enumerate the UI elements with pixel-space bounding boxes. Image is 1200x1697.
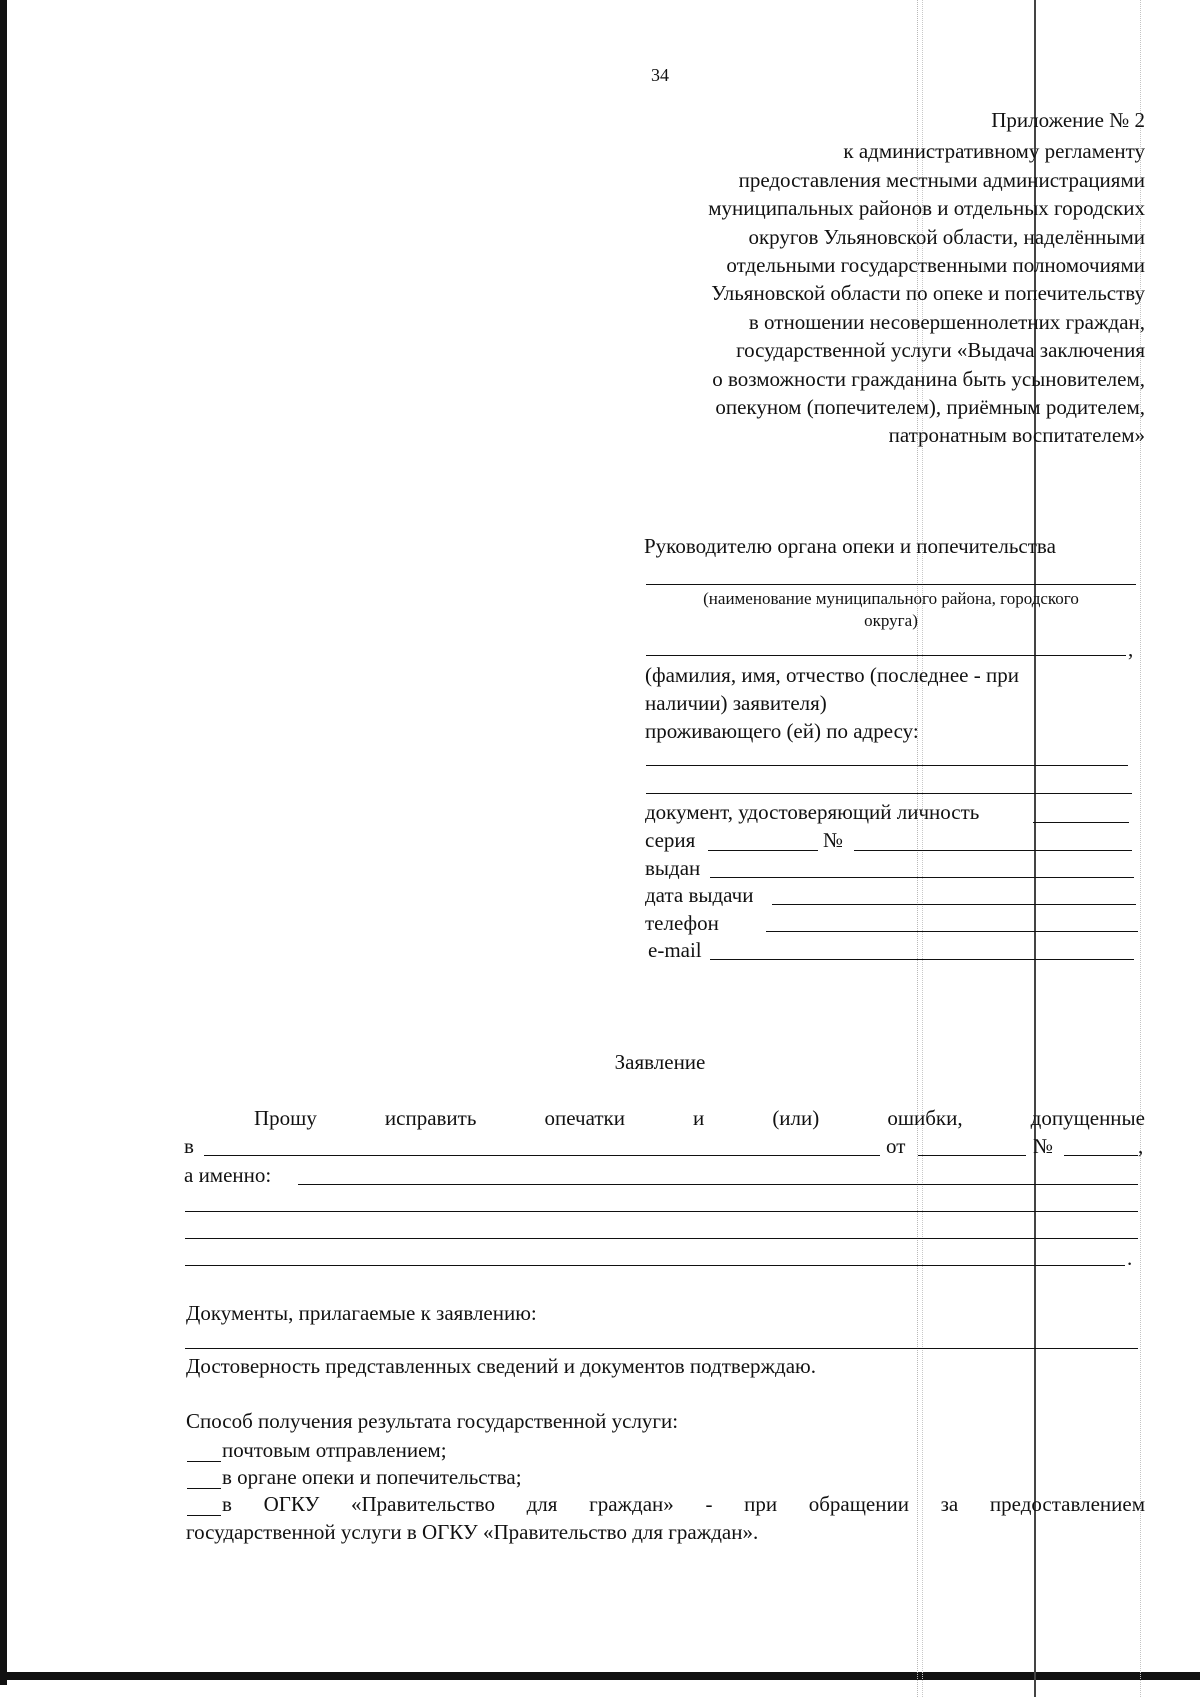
email-field[interactable] <box>710 959 1134 960</box>
receipt-option-ogku-cont: государственной услуги в ОГКУ «Правительство для граждан». <box>186 1520 759 1544</box>
statement-word: Прошу <box>254 1106 317 1130</box>
receipt-option-post: почтовым отправлением; <box>222 1438 447 1462</box>
confirmation-text: Достоверность представленных сведений и документов подтверждаю. <box>186 1354 816 1378</box>
id-number-field[interactable] <box>854 850 1132 851</box>
id-document-label: документ, удостоверяющий личность <box>645 800 980 824</box>
phone-field[interactable] <box>766 931 1138 932</box>
errors-field[interactable] <box>185 1238 1138 1239</box>
appendix-title: Приложение № 2 <box>991 108 1145 132</box>
namely-label: а именно: <box>184 1163 272 1187</box>
applicant-name-hint-line: наличии) заявителя) <box>645 691 827 715</box>
appendix-line: отдельными государственными полномочиями <box>726 253 1145 278</box>
appendix-line: округов Ульяновской области, наделёнными <box>748 224 1145 249</box>
org-name-line[interactable] <box>646 584 1136 585</box>
appendix-line: Ульяновской области по опеке и попечительству <box>711 281 1145 306</box>
comma: , <box>1128 637 1134 661</box>
statement-word: опечатки <box>544 1106 625 1130</box>
appendix-block <box>560 106 1145 450</box>
email-label: e-mail <box>648 938 702 962</box>
statement-word: допущенные <box>1030 1106 1145 1130</box>
errors-field[interactable] <box>185 1265 1125 1266</box>
appendix-line: опекуном (попечителем), приёмным родителем, <box>715 395 1145 420</box>
page-number: 34 <box>651 65 669 85</box>
in-label: в <box>184 1134 194 1158</box>
document-number-field[interactable] <box>1064 1155 1138 1156</box>
option-word: для <box>526 1492 558 1516</box>
org-name-hint-line: (наименование муниципального района, городского <box>703 589 1079 608</box>
option-word: при <box>744 1492 778 1516</box>
statement-word: и <box>693 1106 705 1130</box>
issue-date-field[interactable] <box>772 904 1136 905</box>
receipt-option-ogku <box>222 1491 1145 1517</box>
statement-first-line <box>254 1105 1145 1131</box>
statement-word: (или) <box>772 1106 820 1130</box>
appendix-line: в отношении несовершеннолетних граждан, <box>748 309 1145 334</box>
option-word: за <box>940 1492 959 1516</box>
address-line[interactable] <box>646 765 1128 766</box>
applicant-name-hint-line: (фамилия, имя, отчество (последнее - при <box>645 663 1019 687</box>
issued-by-field[interactable] <box>710 877 1134 878</box>
addressee-to: Руководителю органа опеки и попечительства <box>644 534 1056 558</box>
option-word: «Правительство <box>351 1492 495 1516</box>
phone-label: телефон <box>645 911 719 935</box>
document-name-field[interactable] <box>204 1155 880 1156</box>
appendix-line: муниципальных районов и отдельных городских <box>708 196 1145 221</box>
id-document-line[interactable] <box>1033 822 1129 823</box>
statement-title: Заявление <box>614 1050 706 1074</box>
series-label: серия <box>645 828 696 852</box>
receipt-method-label: Способ получения результата государственной услуги: <box>186 1409 679 1433</box>
receipt-option-checkbox[interactable] <box>187 1461 221 1462</box>
applicant-name-line[interactable] <box>646 655 1126 656</box>
series-field[interactable] <box>708 850 818 851</box>
appendix-line: предоставления местными администрациями <box>738 167 1145 192</box>
attached-documents-field[interactable] <box>185 1348 1138 1349</box>
appendix-line: к административному регламенту <box>843 139 1145 164</box>
scan-frame-left <box>0 0 7 1685</box>
option-word: в <box>222 1492 232 1516</box>
option-word: граждан» <box>589 1492 674 1516</box>
document-date-field[interactable] <box>918 1155 1026 1156</box>
org-name-hint <box>646 588 1136 632</box>
option-word: - <box>705 1492 713 1516</box>
receipt-option-checkbox[interactable] <box>187 1488 221 1489</box>
org-name-hint-line: округа) <box>864 611 918 631</box>
option-word: обращении <box>808 1492 909 1516</box>
issued-by-label: выдан <box>645 856 701 880</box>
comma: , <box>1138 1134 1144 1158</box>
address-label: проживающего (ей) по адресу: <box>645 719 919 743</box>
period: . <box>1127 1246 1133 1270</box>
option-word: ОГКУ <box>263 1492 320 1516</box>
attached-documents-label: Документы, прилагаемые к заявлению: <box>186 1301 537 1325</box>
from-label: от <box>886 1134 906 1158</box>
appendix-line: государственной услуги «Выдача заключения <box>736 338 1145 363</box>
statement-word: ошибки, <box>887 1106 963 1130</box>
option-word: предоставлением <box>989 1492 1145 1516</box>
appendix-line: патронатным воспитателем» <box>888 423 1145 448</box>
issue-date-label: дата выдачи <box>645 883 754 907</box>
scan-frame-bottom <box>0 1672 1200 1680</box>
document-number-label: № <box>1033 1134 1054 1158</box>
statement-word: исправить <box>384 1106 477 1130</box>
appendix-line: о возможности гражданина быть усыновителем, <box>712 366 1145 391</box>
id-number-label: № <box>823 828 844 852</box>
errors-field[interactable] <box>298 1184 1138 1185</box>
applicant-name-hint <box>645 661 1019 745</box>
errors-field[interactable] <box>185 1211 1138 1212</box>
receipt-option-checkbox[interactable] <box>187 1515 221 1516</box>
receipt-option-guardianship: в органе опеки и попечительства; <box>222 1465 522 1489</box>
address-line[interactable] <box>646 793 1132 794</box>
